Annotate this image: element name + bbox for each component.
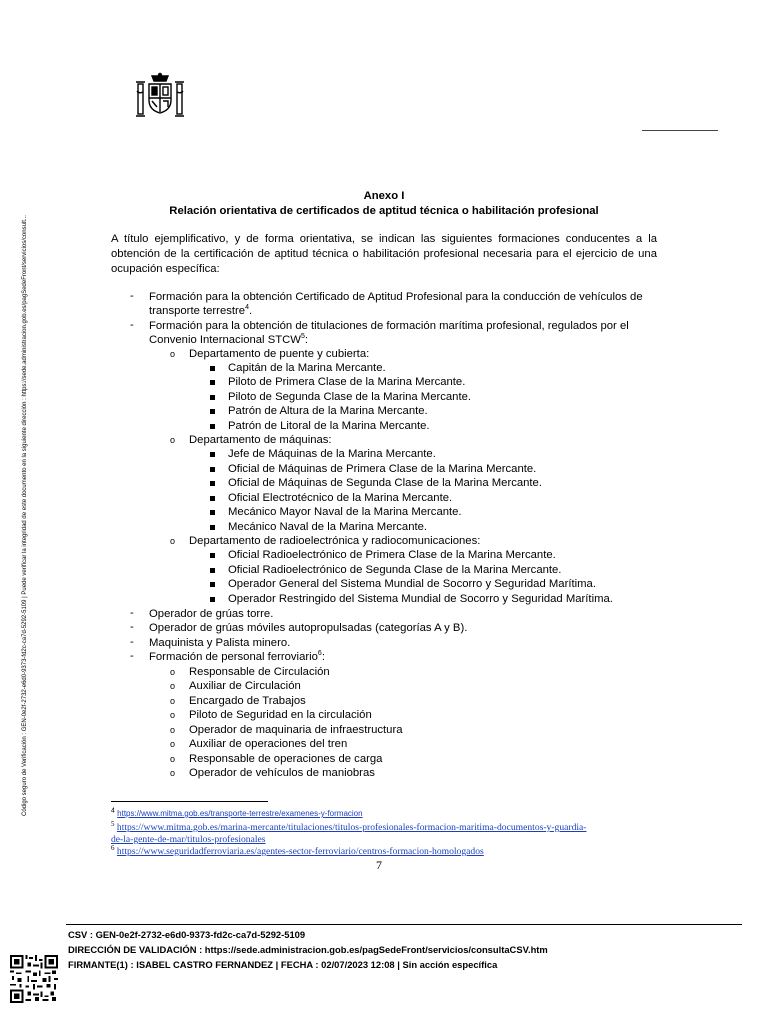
maquinas-item: Jefe de Máquinas de la Marina Mercante. bbox=[228, 448, 436, 460]
footnote-4 bbox=[111, 809, 363, 819]
footnote-ref-6: 6 bbox=[317, 650, 322, 658]
square-bullet bbox=[210, 409, 215, 414]
dept-radio: Departamento de radioelectrónica y radiocomunicaciones: bbox=[189, 535, 481, 547]
cap-item-end: . bbox=[248, 305, 253, 317]
footnote-rule bbox=[111, 801, 268, 802]
ferroviario-subitem: Auxiliar de Circulación bbox=[189, 680, 301, 692]
square-bullet bbox=[210, 510, 215, 515]
footnote-5 bbox=[111, 819, 587, 833]
circle-bullet: o bbox=[170, 739, 176, 749]
ferroviario-text: Formación de personal ferroviario bbox=[149, 651, 318, 663]
footnote-number: 4 bbox=[111, 807, 115, 815]
gruas-moviles-item: Operador de grúas móviles autopropulsadas (categorías A y B). bbox=[149, 622, 468, 634]
header-rule bbox=[642, 130, 718, 131]
ferroviario-subitem: Encargado de Trabajos bbox=[189, 695, 306, 707]
square-bullet bbox=[210, 525, 215, 530]
puente-item: Patrón de Litoral de la Marina Mercante. bbox=[228, 420, 430, 432]
coat-of-arms-icon bbox=[134, 72, 186, 124]
square-bullet bbox=[210, 380, 215, 385]
qr-code-icon bbox=[10, 955, 58, 1003]
footnote-ref-5: 5 bbox=[300, 333, 305, 341]
puente-item: Capitán de la Marina Mercante. bbox=[228, 362, 386, 374]
maquinas-item: Oficial Electrotécnico de la Marina Mercante. bbox=[228, 492, 453, 504]
circle-bullet: o bbox=[170, 696, 176, 706]
dash-bullet: - bbox=[130, 607, 134, 619]
puente-item: Patrón de Altura de la Marina Mercante. bbox=[228, 405, 428, 417]
signer-info: FIRMANTE(1) : ISABEL CASTRO FERNANDEZ | FECHA : 02/07/2023 12:08 | Sin acción específica bbox=[68, 959, 498, 970]
ferroviario-subitem: Responsable de operaciones de carga bbox=[189, 753, 383, 765]
ferroviario-subitem: Operador de maquinaria de infraestructura bbox=[189, 724, 403, 736]
circle-bullet: o bbox=[170, 710, 176, 720]
ferroviario-subitem: Auxiliar de operaciones del tren bbox=[189, 738, 348, 750]
side-verification-text: Código seguro de Verificación : GEN-0e2f-2732-e6d0-9373-fd2c-ca7d-5292-5109 | Puede verificar la integridad de este documento en la siguiente dirección : https://sede.administracion.gob.es/pagSedeFront/servicios/consult... bbox=[22, 215, 28, 816]
radio-item: Oficial Radioelectrónico de Segunda Clase de la Marina Mercante. bbox=[228, 564, 562, 576]
dash-bullet: - bbox=[130, 636, 134, 648]
footnote-link-6[interactable]: https://www.seguridadferroviaria.es/agentes-sector-ferroviario/centros-formacion-homologados bbox=[116, 846, 484, 857]
radio-item: Oficial Radioelectrónico de Primera Clase de la Marina Mercante. bbox=[228, 549, 556, 561]
dash-bullet: - bbox=[130, 290, 134, 302]
dept-puente: Departamento de puente y cubierta: bbox=[189, 348, 370, 360]
maritime-item-text: Convenio Internacional STCW bbox=[149, 334, 301, 346]
dept-maquinas: Departamento de máquinas: bbox=[189, 434, 332, 446]
square-bullet bbox=[210, 395, 215, 400]
annex-title: Anexo I bbox=[363, 190, 405, 202]
square-bullet bbox=[210, 597, 215, 602]
maquinas-item: Mecánico Mayor Naval de la Marina Mercante. bbox=[228, 506, 462, 518]
radio-item: Operador General del Sistema Mundial de Socorro y Seguridad Marítima. bbox=[228, 578, 596, 590]
footnote-number: 6 bbox=[111, 843, 115, 852]
square-bullet bbox=[210, 481, 215, 486]
verification-rule bbox=[66, 924, 742, 925]
footnote-link-5[interactable]: https://www.mitma.gob.es/marina-mercante/titulaciones/titulos-profesionales-formacion-maritima-documentos-y-guardia- bbox=[116, 822, 587, 833]
ferroviario-end: : bbox=[321, 651, 325, 663]
square-bullet bbox=[210, 424, 215, 429]
dash-bullet: - bbox=[130, 621, 134, 633]
maritime-item-line1: Formación para la obtención de titulaciones de formación marítima profesional, regulados por el bbox=[149, 320, 629, 332]
square-bullet bbox=[210, 496, 215, 501]
circle-bullet: o bbox=[170, 435, 176, 445]
gruas-torre-item: Operador de grúas torre. bbox=[149, 608, 274, 620]
annex-subtitle: Relación orientativa de certificados de aptitud técnica o habilitación profesional bbox=[169, 205, 599, 217]
circle-bullet: o bbox=[170, 754, 176, 764]
square-bullet bbox=[210, 568, 215, 573]
page-number: 7 bbox=[376, 858, 382, 872]
radio-item: Operador Restringido del Sistema Mundial de Socorro y Seguridad Marítima. bbox=[228, 593, 613, 605]
footnote-6 bbox=[111, 843, 484, 857]
square-bullet bbox=[210, 452, 215, 457]
maquinas-item: Oficial de Máquinas de Primera Clase de la Marina Mercante. bbox=[228, 463, 537, 475]
maquinista-item: Maquinista y Palista minero. bbox=[149, 637, 291, 649]
ferroviario-item bbox=[149, 650, 325, 664]
puente-item: Piloto de Segunda Clase de la Marina Mercante. bbox=[228, 391, 472, 403]
maquinas-item: Mecánico Naval de la Marina Mercante. bbox=[228, 521, 428, 533]
cap-item-line2 bbox=[149, 304, 252, 318]
circle-bullet: o bbox=[170, 349, 176, 359]
cap-item-line1: Formación para la obtención Certificado de Aptitud Profesional para la conducción de vehículos de bbox=[149, 291, 643, 303]
maritime-item-line2 bbox=[149, 333, 308, 347]
intro-paragraph: A título ejemplificativo, y de forma orientativa, se indican las siguientes formaciones conducentes a la obtención de la certificación de aptitud técnica o habilitación profesional necesaria para el ejercicio de una ocupación específica: bbox=[111, 233, 657, 275]
footnote-number: 5 bbox=[111, 819, 115, 828]
footnote-link-4[interactable]: https://www.mitma.gob.es/transporte-terrestre/examenes-y-formacion bbox=[117, 809, 363, 818]
maquinas-item: Oficial de Máquinas de Segunda Clase de la Marina Mercante. bbox=[228, 477, 542, 489]
maritime-item-end: : bbox=[304, 334, 308, 346]
square-bullet bbox=[210, 467, 215, 472]
circle-bullet: o bbox=[170, 536, 176, 546]
dash-bullet: - bbox=[130, 650, 134, 662]
circle-bullet: o bbox=[170, 725, 176, 735]
footnote-5-cont bbox=[111, 834, 266, 845]
footnote-ref-4: 4 bbox=[245, 304, 249, 312]
ferroviario-subitem: Piloto de Seguridad en la circulación bbox=[189, 709, 372, 721]
footnote-link-5-cont[interactable]: de-la-gente-de-mar/titulos-profesionales bbox=[111, 834, 266, 845]
ferroviario-subitem: Responsable de Circulación bbox=[189, 666, 330, 678]
square-bullet bbox=[210, 553, 215, 558]
validation-address: DIRECCIÓN DE VALIDACIÓN : https://sede.administracion.gob.es/pagSedeFront/servicios/consultaCSV.htm bbox=[68, 944, 548, 955]
puente-item: Piloto de Primera Clase de la Marina Mercante. bbox=[228, 376, 466, 388]
circle-bullet: o bbox=[170, 768, 176, 778]
dash-bullet: - bbox=[130, 319, 134, 331]
circle-bullet: o bbox=[170, 681, 176, 691]
circle-bullet: o bbox=[170, 667, 176, 677]
square-bullet bbox=[210, 366, 215, 371]
csv-code: CSV : GEN-0e2f-2732-e6d0-9373-fd2c-ca7d-5292-5109 bbox=[68, 929, 306, 940]
cap-item-text: transporte terrestre bbox=[149, 305, 246, 317]
square-bullet bbox=[210, 582, 215, 587]
ferroviario-subitem: Operador de vehículos de maniobras bbox=[189, 767, 375, 779]
